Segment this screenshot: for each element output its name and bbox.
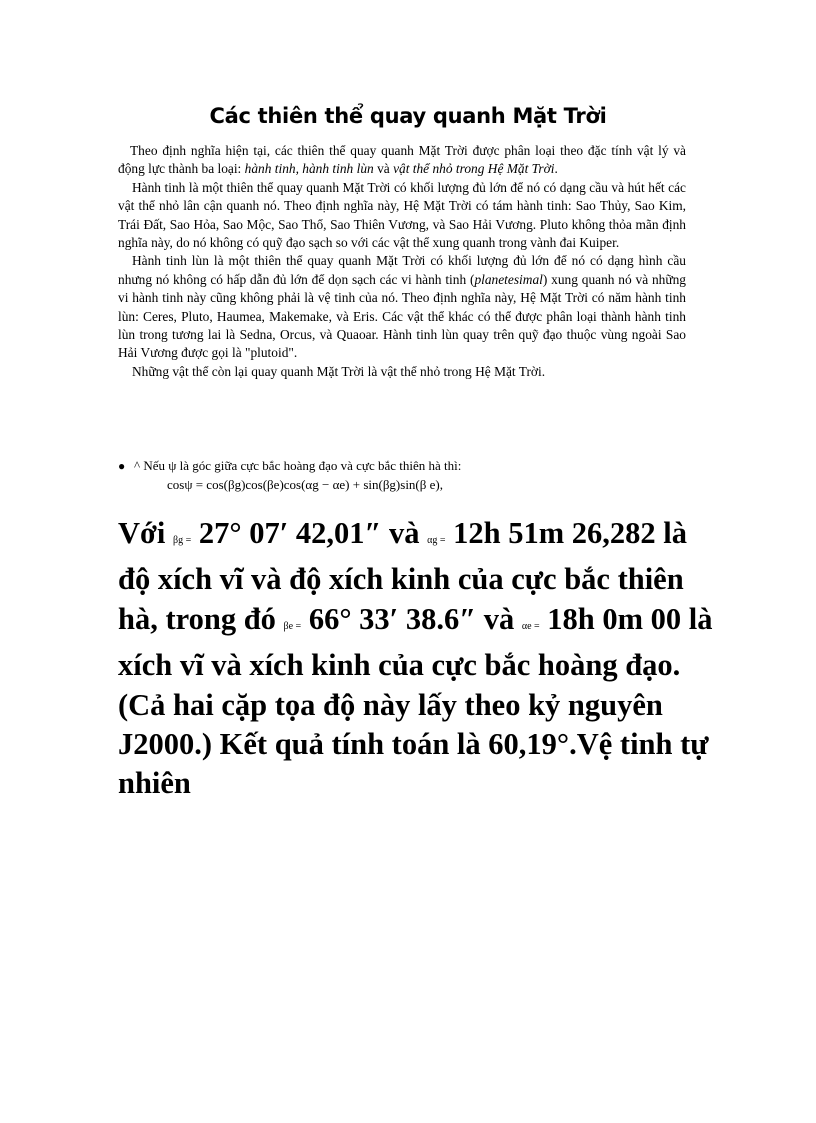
formula: cosψ = cos(βg)cos(βe)cos(αg − αe) + sin(βg)sin(β e),: [167, 477, 443, 492]
alpha-e-label: αe =: [521, 620, 540, 632]
p3-italic: planetesimal: [474, 271, 543, 287]
paragraph-4: Những vật thể còn lại quay quanh Mặt Trời là vật thể nhỏ trong Hệ Mặt Trời.: [132, 363, 546, 379]
big-t3: 12h 51m 26,282 là độ xích vĩ và độ xích kinh của cực bắc thiên hà, trong đó: [118, 516, 687, 636]
paragraph-1: [118, 142, 686, 179]
big-t4: 66° 33′ 38.6″ và: [301, 601, 522, 636]
body-text: [118, 142, 686, 381]
paragraph-2: Hành tinh là một thiên thể quay quanh Mặt Trời có khối lượng đủ lớn để nó có dạng cầu và hút hết các vật thể nhỏ lân cận quanh nó. Theo định nghĩa này, Hệ Mặt Trời có tám hành tinh: Sao Thủy, Sao Kim, Trái Đất, Sao Hỏa, Sao Mộc, Sao Thổ, Sao Thiên Vương, và Sao Hải Vương. Pluto không thỏa mãn định nghĩa này, do nó không có quỹ đạo sạch so với các vật thể xung quanh trong vành đai Kuiper.: [118, 179, 686, 251]
p3-end: ) xung quanh nó và những vi hành tinh này cũng không phải là vệ tinh của nó. Theo định nghĩa này, Hệ Mặt Trời có năm hành tinh lùn: Ceres, Pluto, Haumea, Makemake, và Eris. Các vật thể khác có thể được phân loại thành hành tinh lùn trong tương lai là Sedna, Orcus, và Quaoar. Hành tinh lùn quay trên quỹ đạo thuộc vùng ngoài Sao Hải Vương được gọi là "plutoid".: [118, 271, 686, 361]
paragraph-3: [118, 252, 686, 362]
footnote-text: ^ Nếu ψ là góc giữa cực bắc hoàng đạo và cực bắc thiên hà thì:: [134, 458, 462, 473]
large-text-block: [118, 514, 718, 804]
big-t5: 18h 0m 00 là xích vĩ và xích kinh của cực bắc hoàng đạo. (Cả hai cặp tọa độ này lấy theo kỷ nguyên J2000.) Kết quả tính toán là 60,19°.Vệ tinh tự nhiên: [118, 601, 713, 801]
p1-mid: và: [373, 161, 394, 177]
p1-end: .: [554, 161, 558, 177]
page-title: Các thiên thể quay quanh Mặt Trời: [209, 104, 607, 128]
alpha-g-label: αg =: [427, 535, 446, 546]
bullet-icon: ●: [118, 459, 126, 473]
big-t1: Với: [118, 516, 174, 550]
big-t2: 27° 07′ 42,01″ và: [191, 516, 428, 550]
p1-italic-1: hành tinh, hành tinh lùn: [244, 161, 374, 177]
footnote-line: [118, 457, 718, 475]
p1-italic-2: vật thể nhỏ trong Hệ Mặt Trời: [393, 161, 555, 177]
beta-g-label: βg =: [173, 535, 192, 546]
p3-start: Hành tinh lùn là một thiên thể quay quanh Mặt Trời có khối lượng đủ lớn để nó có dạng hình cầu nhưng nó không có hấp dẫn đủ lớn để dọn sạch các vi hành tinh (: [118, 253, 686, 287]
beta-e-label: βe =: [283, 620, 302, 632]
p1-text: Theo định nghĩa hiện tại, các thiên thể quay quanh Mặt Trời được phân loại theo đặc tính vật lý và động lực thành ba loại:: [118, 143, 686, 177]
